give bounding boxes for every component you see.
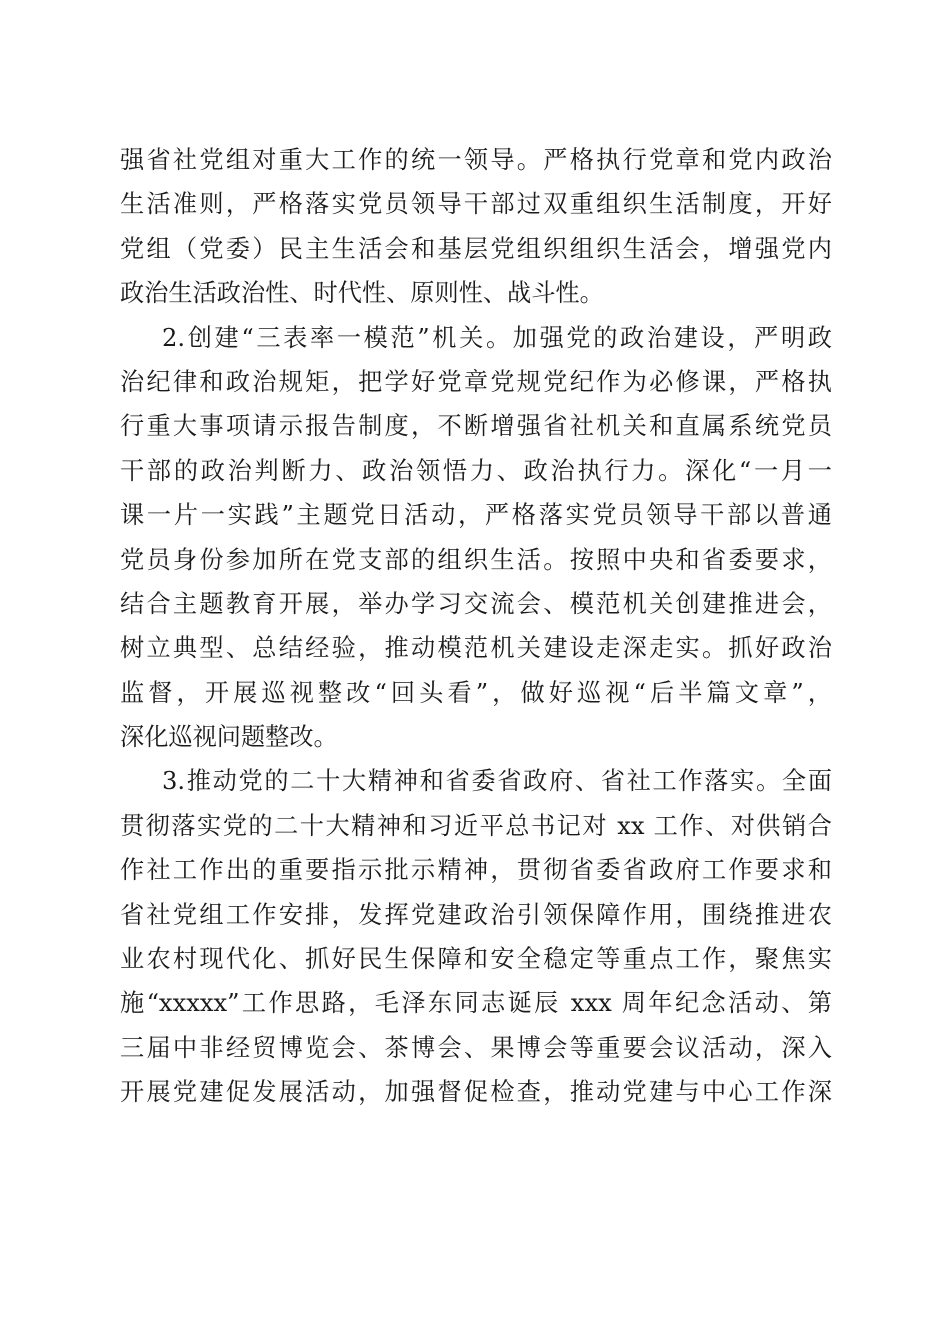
text-line: 生活准则，严格落实党员领导干部过双重组织生活制度，开好: [120, 190, 832, 219]
text-line: 业农村现代化、抓好民生保障和安全稳定等重点工作，聚焦实: [120, 945, 832, 974]
text-line: 施“xxxxx”工作思路，毛泽东同志诞辰 xxx 周年纪念活动、第: [120, 989, 832, 1018]
text-line: 开展党建促发展活动，加强督促检查，推动党建与中心工作深: [120, 1078, 832, 1107]
text-line: 结合主题教育开展，举办学习交流会、模范机关创建推进会，: [120, 589, 832, 618]
text-line: 3.推动党的二十大精神和省委省政府、省社工作落实。全面: [162, 767, 832, 796]
text-line: 三届中非经贸博览会、茶博会、果博会等重要会议活动，深入: [120, 1033, 832, 1062]
text-line: 党员身份参加所在党支部的组织生活。按照中央和省委要求，: [120, 545, 832, 574]
text-line: 课一片一实践”主题党日活动，严格落实党员领导干部以普通: [120, 501, 832, 530]
text-line: 深化巡视问题整改。: [120, 723, 338, 752]
text-line: 党组（党委）民主生活会和基层党组织组织生活会，增强党内: [120, 234, 832, 263]
text-line: 贯彻落实党的二十大精神和习近平总书记对 xx 工作、对供销合: [120, 811, 832, 840]
paragraph-1: [120, 138, 832, 316]
text-line: 监督，开展巡视整改“回头看”，做好巡视“后半篇文章”，: [120, 678, 832, 707]
text-line: 治纪律和政治规矩，把学好党章党规党纪作为必修课，严格执: [120, 367, 832, 396]
document-body: [120, 138, 832, 1115]
text-line: 作社工作出的重要指示批示精神，贯彻省委省政府工作要求和: [120, 856, 832, 885]
text-line: 树立典型、总结经验，推动模范机关建设走深走实。抓好政治: [120, 634, 832, 663]
text-line: 强省社党组对重大工作的统一领导。严格执行党章和党内政治: [120, 146, 832, 174]
text-line: 2.创建“三表率一模范”机关。加强党的政治建设，严明政: [162, 323, 832, 352]
text-line: 省社党组工作安排，发挥党建政治引领保障作用，围绕推进农: [120, 900, 832, 929]
text-line: 行重大事项请示报告制度，不断增强省社机关和直属系统党员: [120, 412, 832, 441]
paragraph-3: [120, 759, 832, 1114]
text-line: 政治生活政治性、时代性、原则性、战斗性。: [120, 279, 604, 308]
text-line: 干部的政治判断力、政治领悟力、政治执行力。深化“一月一: [120, 456, 832, 485]
paragraph-2: [120, 316, 832, 760]
